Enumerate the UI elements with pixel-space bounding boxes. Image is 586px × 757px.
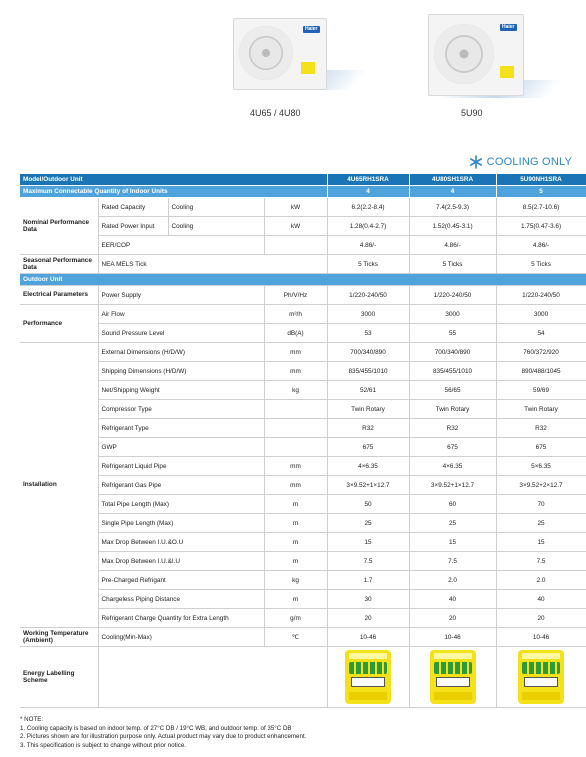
row-value: 15: [327, 533, 409, 552]
row-value: 700/340/890: [327, 343, 409, 362]
product-label-4u: 4U65 / 4U80: [250, 108, 301, 118]
row-unit: m: [264, 552, 327, 571]
row-value: 4.86/-: [496, 236, 586, 255]
row-value: 835/455/1010: [327, 362, 409, 381]
row-mode: Cooling: [168, 217, 264, 236]
row-value: 1.28(0.4-2.7): [327, 217, 409, 236]
energy-sticker: [500, 66, 514, 78]
outdoor-unit-image-4u: [233, 18, 327, 90]
row-value: 2.0: [496, 571, 586, 590]
row-value: 50: [327, 495, 409, 514]
row-value: 7.5: [496, 552, 586, 571]
table-header-row: [20, 174, 586, 186]
row-value: 60: [409, 495, 496, 514]
table-row: [20, 647, 586, 708]
row-label: Net/Shipping Weight: [98, 381, 264, 400]
row-value: 3000: [496, 305, 586, 324]
table-row: [20, 609, 586, 628]
row-value: 4.86/-: [327, 236, 409, 255]
row-value: 25: [496, 514, 586, 533]
row-label: NEA MELS Tick: [98, 255, 327, 274]
table-row: [20, 217, 586, 236]
row-value: 3000: [327, 305, 409, 324]
row-value: 5 Ticks: [496, 255, 586, 274]
header-model-1: 4U65RH1SRA: [327, 174, 409, 186]
row-value: 675: [496, 438, 586, 457]
row-value: 5 Ticks: [327, 255, 409, 274]
note-heading: * NOTE:: [20, 716, 44, 723]
table-row: [20, 571, 586, 590]
table-row: [20, 628, 586, 647]
row-value: 1/220-240/50: [327, 286, 409, 305]
row-value: 40: [409, 590, 496, 609]
table-row: [20, 552, 586, 571]
row-value: 56/65: [409, 381, 496, 400]
energy-label-blank: [98, 647, 327, 708]
row-value: R32: [496, 419, 586, 438]
row-value: 760/372/920: [496, 343, 586, 362]
section-outdoor-unit: [20, 274, 586, 286]
row-label: Chargeless Piping Distance: [98, 590, 264, 609]
row-value: 1.75(0.47-3.6): [496, 217, 586, 236]
row-unit: kW: [264, 217, 327, 236]
table-row: [20, 324, 586, 343]
row-value: 6.2(2.2-8.4): [327, 198, 409, 217]
table-row: [20, 236, 586, 255]
row-value: Twin Rotary: [409, 400, 496, 419]
row-value: 7.5: [327, 552, 409, 571]
fan-grille-icon: [239, 26, 293, 80]
group-performance: Performance: [20, 305, 98, 343]
table-row: [20, 457, 586, 476]
row-value: 675: [327, 438, 409, 457]
outdoor-unit-image-5u: [428, 14, 524, 96]
row-label: Cooling(Min-Max): [98, 628, 264, 647]
row-value: 70: [496, 495, 586, 514]
cooling-only-text: COOLING ONLY: [486, 156, 572, 168]
row-unit: mm: [264, 362, 327, 381]
row-value: 5×6.35: [496, 457, 586, 476]
row-value: 890/488/1045: [496, 362, 586, 381]
table-row: [20, 419, 586, 438]
table-row: [20, 476, 586, 495]
row-value: R32: [327, 419, 409, 438]
row-label: Compressor Type: [98, 400, 264, 419]
row-value: 5 Ticks: [409, 255, 496, 274]
row-unit: kg: [264, 571, 327, 590]
row-label: Max Drop Between I.U.&O.U: [98, 533, 264, 552]
row-unit: mm: [264, 457, 327, 476]
row-unit: kg: [264, 381, 327, 400]
row-unit: [264, 236, 327, 255]
row-value: 3×9.52+2×12.7: [496, 476, 586, 495]
row-value: 7.4(2.5-9.3): [409, 198, 496, 217]
snowflake-icon: [469, 155, 483, 169]
row-value: 835/455/1010: [409, 362, 496, 381]
row-unit: kW: [264, 198, 327, 217]
row-value: 10-46: [409, 628, 496, 647]
row-label: Total Pipe Length (Max): [98, 495, 264, 514]
group-installation: Installation: [20, 343, 98, 628]
row-value: 2.0: [409, 571, 496, 590]
table-row: [20, 286, 586, 305]
row-unit: Ph/V/Hz: [264, 286, 327, 305]
row-value: 52/61: [327, 381, 409, 400]
table-row: [20, 198, 586, 217]
energy-label-image: [430, 650, 476, 704]
row-value: 1/220-240/50: [409, 286, 496, 305]
section-outdoor-unit-label: Outdoor Unit: [20, 274, 586, 286]
header-model-3: 5U90NH1SRA: [496, 174, 586, 186]
row-value: 25: [409, 514, 496, 533]
group-seasonal: Seasonal Performance Data: [20, 255, 98, 274]
row-mode: Cooling: [168, 198, 264, 217]
row-value: 4×6.35: [327, 457, 409, 476]
row-label: Power Supply: [98, 286, 264, 305]
row-unit: m³/h: [264, 305, 327, 324]
row-label: Shipping Dimensions (H/D/W): [98, 362, 264, 381]
note-item: 3. This specification is subject to change without prior notice.: [20, 741, 187, 749]
row-value: 700/340/890: [409, 343, 496, 362]
row-unit: g/m: [264, 609, 327, 628]
row-label: Pre-Charged Refrigant: [98, 571, 264, 590]
row-value: 8.5(2.7-10.6): [496, 198, 586, 217]
brand-logo: Haier: [502, 24, 515, 30]
row-value: 54: [496, 324, 586, 343]
table-row: [20, 305, 586, 324]
row-label: Sound Pressure Level: [98, 324, 264, 343]
row-label: Refrigerant Type: [98, 419, 264, 438]
group-nominal: Nominal Performance Data: [20, 198, 98, 255]
energy-sticker: [301, 62, 315, 74]
row-value: 1.52(0.45-3.1): [409, 217, 496, 236]
max-indoor-value: 4: [327, 186, 409, 198]
group-working-temperature: Working Temperature (Ambient): [20, 628, 98, 647]
max-indoor-label: Maximum Connectable Quantity of Indoor Units: [20, 186, 327, 198]
table-row: [20, 343, 586, 362]
row-label: Max Drop Between I.U.&I.U: [98, 552, 264, 571]
energy-label-image: [345, 650, 391, 704]
row-unit: m: [264, 495, 327, 514]
energy-label-image: [518, 650, 564, 704]
row-label: Air Flow: [98, 305, 264, 324]
row-unit: mm: [264, 343, 327, 362]
row-label: Refrigerant Charge Quantity for Extra Length: [98, 609, 264, 628]
row-value: 4.86/-: [409, 236, 496, 255]
table-row: [20, 590, 586, 609]
table-row: [20, 255, 586, 274]
note-item: 2. Pictures shown are for illustration purpose only. Actual product may vary due to product enhancement.: [20, 733, 307, 741]
row-value: 59/69: [496, 381, 586, 400]
row-value: R32: [409, 419, 496, 438]
header-model-2: 4U80SH1SRA: [409, 174, 496, 186]
row-value: 20: [327, 609, 409, 628]
table-row: [20, 438, 586, 457]
note-item: 1. Cooling capacity is based on indoor temp. of 27°C DB / 19°C WB, and outdoor temp. of 35°C DB: [20, 724, 292, 732]
energy-label-cell: [409, 647, 496, 708]
table-row: [20, 514, 586, 533]
row-value: 1.7: [327, 571, 409, 590]
row-label: Single Pipe Length (Max): [98, 514, 264, 533]
row-unit: [264, 438, 327, 457]
row-value: 15: [409, 533, 496, 552]
table-row: [20, 381, 586, 400]
table-row: [20, 495, 586, 514]
group-electrical: Electrical Parameters: [20, 286, 98, 305]
table-row: [20, 400, 586, 419]
row-unit: m: [264, 514, 327, 533]
table-row: [20, 362, 586, 381]
row-unit: [264, 419, 327, 438]
row-value: 55: [409, 324, 496, 343]
row-value: 15: [496, 533, 586, 552]
row-value: 40: [496, 590, 586, 609]
row-unit: m: [264, 533, 327, 552]
product-label-5u: 5U90: [461, 108, 483, 118]
row-value: Twin Rotary: [496, 400, 586, 419]
row-value: 20: [409, 609, 496, 628]
row-value: 10-46: [496, 628, 586, 647]
brand-logo: Haier: [305, 26, 318, 32]
cooling-only-badge: [469, 155, 572, 169]
group-energy-labelling: Energy Labelling Scheme: [20, 647, 98, 708]
row-value: 25: [327, 514, 409, 533]
row-label: EER/COP: [98, 236, 264, 255]
row-value: 3×9.52+1×12.7: [327, 476, 409, 495]
row-unit: [264, 400, 327, 419]
row-value: 53: [327, 324, 409, 343]
max-indoor-value: 5: [496, 186, 586, 198]
row-unit: m: [264, 590, 327, 609]
energy-label-cell: [327, 647, 409, 708]
row-label: GWP: [98, 438, 264, 457]
row-label: Rated Power Input: [98, 217, 168, 236]
row-label: Rated Capacity: [98, 198, 168, 217]
row-label: External Dimensions (H/D/W): [98, 343, 264, 362]
row-value: 30: [327, 590, 409, 609]
fan-grille-icon: [434, 24, 494, 84]
max-indoor-value: 4: [409, 186, 496, 198]
row-value: 675: [409, 438, 496, 457]
row-value: 7.5: [409, 552, 496, 571]
max-indoor-row: [20, 186, 586, 198]
row-unit: mm: [264, 476, 327, 495]
row-value: 10-46: [327, 628, 409, 647]
row-label: Refrigerant Gas Pipe: [98, 476, 264, 495]
product-hero: [0, 0, 586, 150]
row-unit: dB(A): [264, 324, 327, 343]
energy-label-cell: [496, 647, 586, 708]
row-value: 1/220-240/50: [496, 286, 586, 305]
row-value: 3000: [409, 305, 496, 324]
row-unit: ℃: [264, 628, 327, 647]
row-value: 20: [496, 609, 586, 628]
row-value: 4×6.35: [409, 457, 496, 476]
table-row: [20, 533, 586, 552]
spec-table: [20, 174, 586, 708]
row-value: Twin Rotary: [327, 400, 409, 419]
row-value: 3×9.52+1×12.7: [409, 476, 496, 495]
footnotes: [20, 716, 306, 750]
header-model-label: Model/Outdoor Unit: [20, 174, 327, 186]
row-label: Refrigerant Liquid Pipe: [98, 457, 264, 476]
